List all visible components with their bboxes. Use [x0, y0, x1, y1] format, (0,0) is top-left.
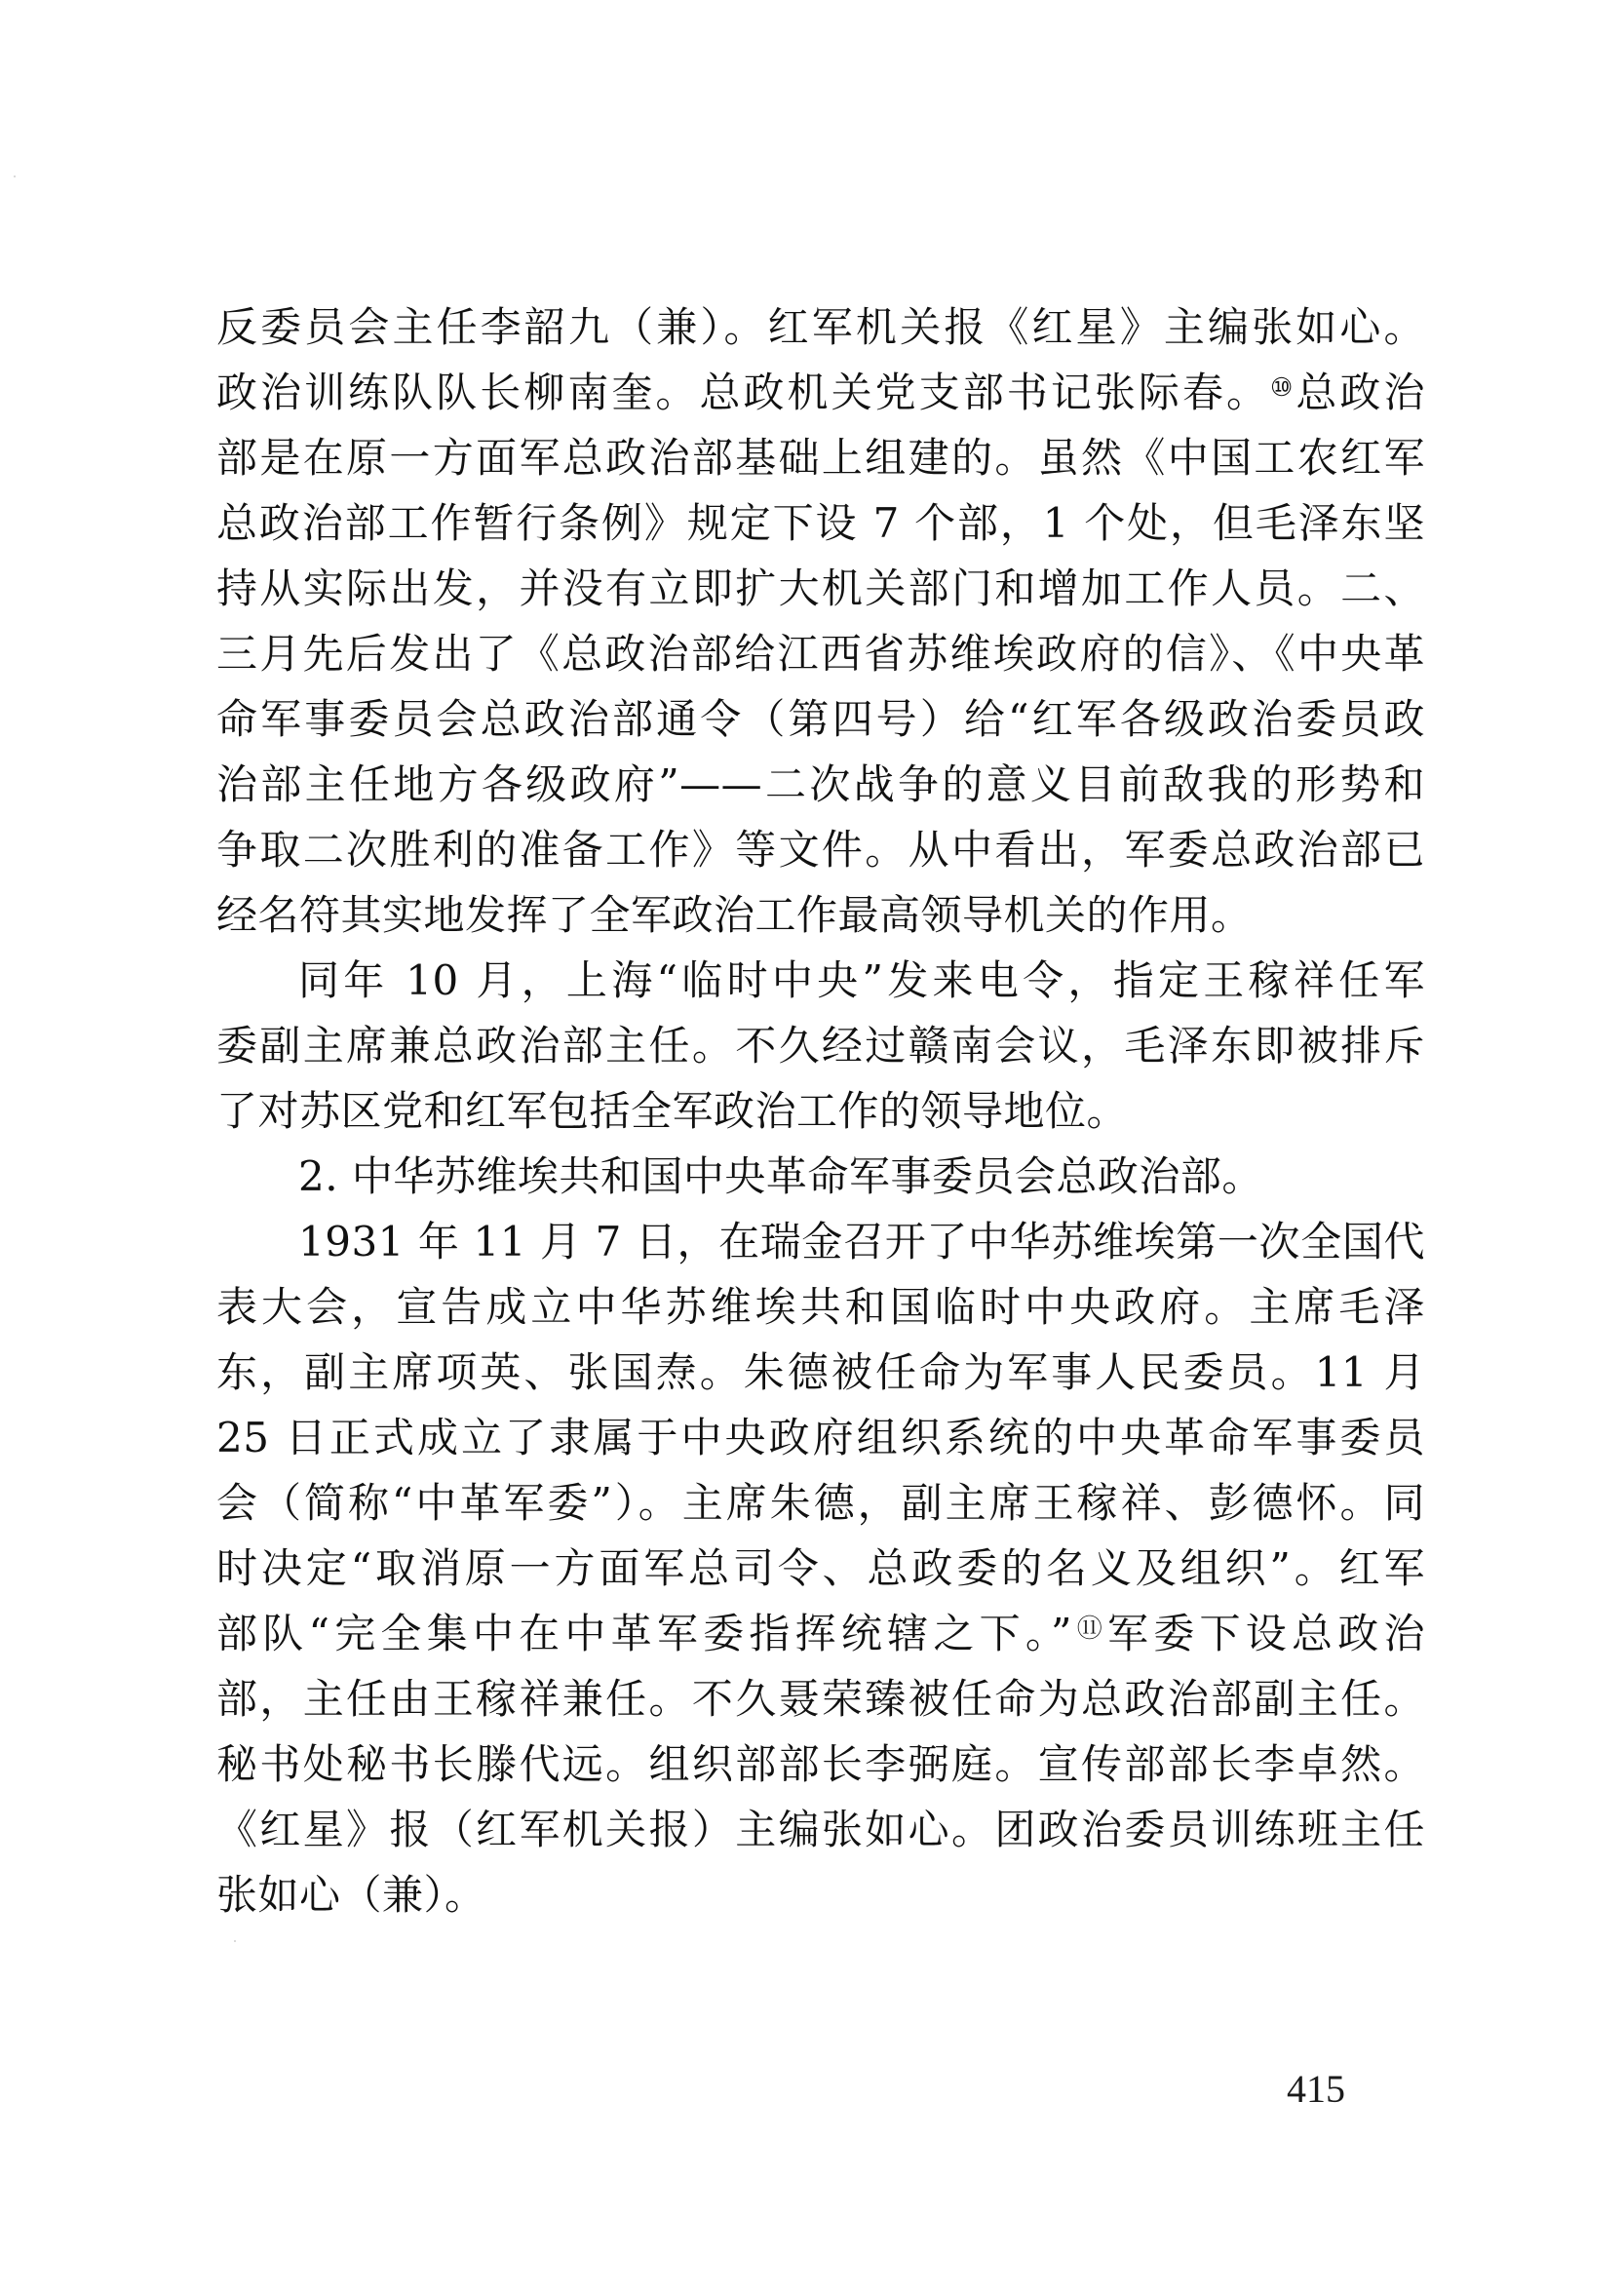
text-line: 部，主任由王稼祥兼任。不久聂荣臻被任命为总政治部副主任。 [216, 1675, 1425, 1723]
text-line: 部是在原一方面军总政治部基础上组建的。虽然《中国工农红军 [216, 434, 1425, 482]
body-text [216, 294, 1425, 1927]
scan-speck [14, 175, 16, 177]
text-line: 争取二次胜利的准备工作》等文件。从中看出，军委总政治部已 [216, 826, 1425, 874]
text-line: 秘书处秘书长滕代远。组织部部长李弼庭。宣传部部长李卓然。 [216, 1740, 1425, 1788]
text-line: 了对苏区党和红军包括全军政治工作的领导地位。 [216, 1087, 1129, 1135]
text-line: 25 日正式成立了隶属于中央政府组织系统的中央革命军事委员 [216, 1414, 1425, 1461]
text-line: 政治训练队队长柳南奎。总政机关党支部书记张际春。⑩总政治 [216, 369, 1425, 416]
text-line: 张如心（兼）。 [216, 1871, 486, 1919]
text-line: 总政治部工作暂行条例》规定下设 7 个部，1 个处，但毛泽东坚 [216, 499, 1425, 547]
text-line: 经名符其实地发挥了全军政治工作最高领导机关的作用。 [216, 891, 1253, 939]
text-line: 持从实际出发，并没有立即扩大机关部门和增加工作人员。二、 [216, 564, 1425, 612]
paragraph-start: 同年 10 月，上海“临时中央”发来电令，指定王稼祥任军 [298, 956, 1425, 1004]
text-line: 部队“完全集中在中革军委指挥统辖之下。”⑪军委下设总政治 [216, 1610, 1425, 1657]
text-line: 会（简称“中革军委”）。主席朱德，副主席王稼祥、彭德怀。同 [216, 1479, 1425, 1527]
text-line: 东，副主席项英、张国焘。朱德被任命为军事人民委员。11 月 [216, 1348, 1425, 1396]
text-line: 委副主席兼总政治部主任。不久经过赣南会议，毛泽东即被排斥 [216, 1022, 1425, 1070]
text-line: 治部主任地方各级政府”——二次战争的意义目前敌我的形势和 [216, 760, 1425, 808]
text-line: 三月先后发出了《总政治部给江西省苏维埃政府的信》、《中央革 [216, 630, 1425, 678]
scan-speck [234, 1940, 236, 1942]
section-heading: 2. 中华苏维埃共和国中央革命军事委员会总政治部。 [298, 1152, 1263, 1200]
footnote-marker: ⑪ [1072, 1615, 1108, 1644]
text-line: 反委员会主任李韶九（兼）。红军机关报《红星》主编张如心。 [216, 303, 1425, 351]
text-line: 表大会，宣告成立中华苏维埃共和国临时中央政府。主席毛泽 [216, 1283, 1425, 1331]
footnote-marker: ⑩ [1270, 373, 1296, 403]
text-line: 时决定“取消原一方面军总司令、总政委的名义及组织”。红军 [216, 1544, 1425, 1592]
text-line: 命军事委员会总政治部通令（第四号）给“红军各级政治委员政 [216, 695, 1425, 743]
paragraph-start: 1931 年 11 月 7 日，在瑞金召开了中华苏维埃第一次全国代 [298, 1218, 1425, 1265]
page-number: 415 [1287, 2067, 1345, 2111]
text-line: 《红星》报（红军机关报）主编张如心。团政治委员训练班主任 [216, 1806, 1425, 1853]
